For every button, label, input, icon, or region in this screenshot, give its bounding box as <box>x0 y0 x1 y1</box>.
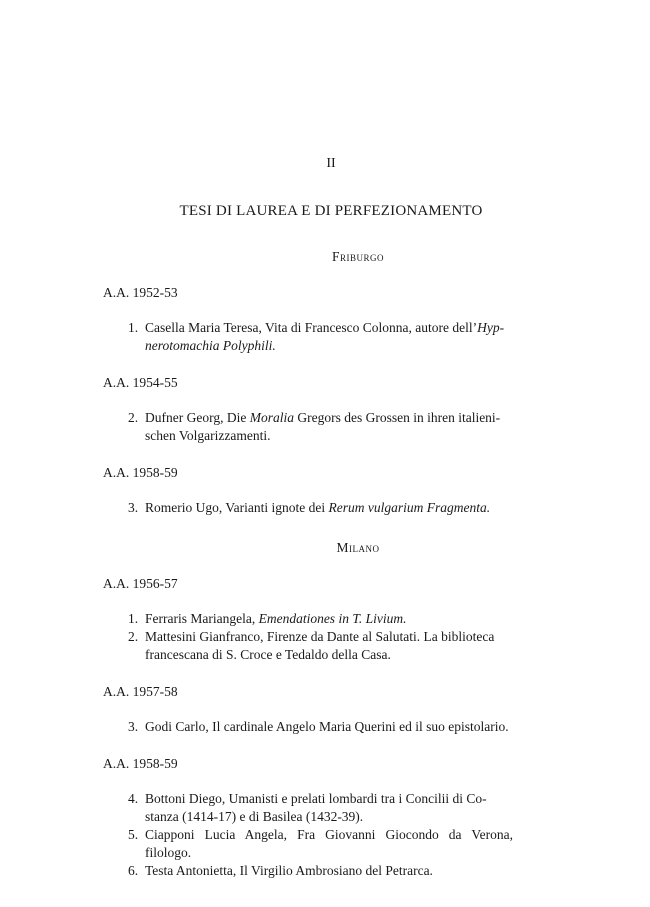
entry-title-italic: Hyp- <box>477 320 505 335</box>
entry-text <box>145 499 513 517</box>
year-heading: A.A. 1956-57 <box>103 576 178 591</box>
entry-text-part: Casella Maria Teresa, Vita di Francesco Colonna, autore dell’ <box>145 320 478 335</box>
entry-text <box>145 790 513 826</box>
entry-number: 3. <box>128 500 139 515</box>
entry-text <box>145 319 513 355</box>
entry-text: Ciapponi Lucia Angela, Fra Giovanni Giocondo da Verona, filologo. <box>145 827 513 860</box>
list-item <box>103 826 513 862</box>
entry-text <box>145 409 513 445</box>
entry-list <box>103 319 513 355</box>
entry-title-italic: Moralia <box>249 410 294 425</box>
entry-text-part: Romerio Ugo, Varianti ignote dei <box>145 500 329 515</box>
entry-text-part: Mattesini Gianfranco, Firenze da Dante al Salutati. La biblioteca <box>145 629 495 644</box>
entry-number: 1. <box>128 320 139 335</box>
entry-title-italic: nerotomachia Polyphili. <box>145 338 276 353</box>
year-heading: A.A. 1958-59 <box>103 465 178 480</box>
entry-text <box>145 610 513 628</box>
entry-list <box>103 718 513 736</box>
page-title: TESI DI LAUREA E DI PERFEZIONAMENTO <box>179 203 483 219</box>
entry-text-part: stanza (1414-17) e di Basilea (1432-39). <box>145 809 364 824</box>
section-heading-milano: Milano <box>336 540 380 555</box>
entry-number: 1. <box>128 611 139 626</box>
entry-number: 5. <box>128 827 139 842</box>
list-item <box>103 319 513 355</box>
entry-text: Godi Carlo, Il cardinale Angelo Maria Querini ed il suo epistolario. <box>145 719 509 734</box>
entry-title-italic: Emendationes in T. Livium. <box>258 611 407 626</box>
entry-text: Testa Antonietta, Il Virgilio Ambrosiano del Petrarca. <box>145 863 433 878</box>
entry-text-part: francescana di S. Croce e Tedaldo della Casa. <box>145 647 391 662</box>
entry-text-part: Gregors des Grossen in ihren italieni- <box>293 410 501 425</box>
section-heading-friburgo: Friburgo <box>331 249 384 264</box>
entry-list <box>103 610 513 664</box>
list-item <box>103 862 513 880</box>
entry-number: 6. <box>128 863 139 878</box>
year-heading: A.A. 1952-53 <box>103 285 178 300</box>
year-heading: A.A. 1957-58 <box>103 684 178 699</box>
entry-number: 3. <box>128 719 139 734</box>
list-item <box>103 610 513 628</box>
list-item <box>103 790 513 826</box>
part-number: II <box>326 156 336 171</box>
entry-number: 4. <box>128 791 139 806</box>
content <box>103 248 513 899</box>
entry-list <box>103 409 513 445</box>
entry-text-part: schen Volgarizzamenti. <box>145 428 271 443</box>
list-item <box>103 409 513 445</box>
entry-text-part: Dufner Georg, Die <box>145 410 250 425</box>
list-item <box>103 628 513 664</box>
entry-number: 2. <box>128 629 139 644</box>
entry-title-italic: Rerum vulgarium Fragmenta. <box>328 500 491 515</box>
list-item <box>103 718 513 736</box>
entry-text-part: Ferraris Mariangela, <box>145 611 259 626</box>
entry-list <box>103 499 513 517</box>
year-heading: A.A. 1954-55 <box>103 375 178 390</box>
year-heading: A.A. 1958-59 <box>103 756 178 771</box>
entry-text-part: Bottoni Diego, Umanisti e prelati lombardi tra i Concilii di Co- <box>145 791 487 806</box>
entry-list <box>103 790 513 880</box>
list-item <box>103 499 513 517</box>
entry-text <box>145 628 513 664</box>
entry-number: 2. <box>128 410 139 425</box>
